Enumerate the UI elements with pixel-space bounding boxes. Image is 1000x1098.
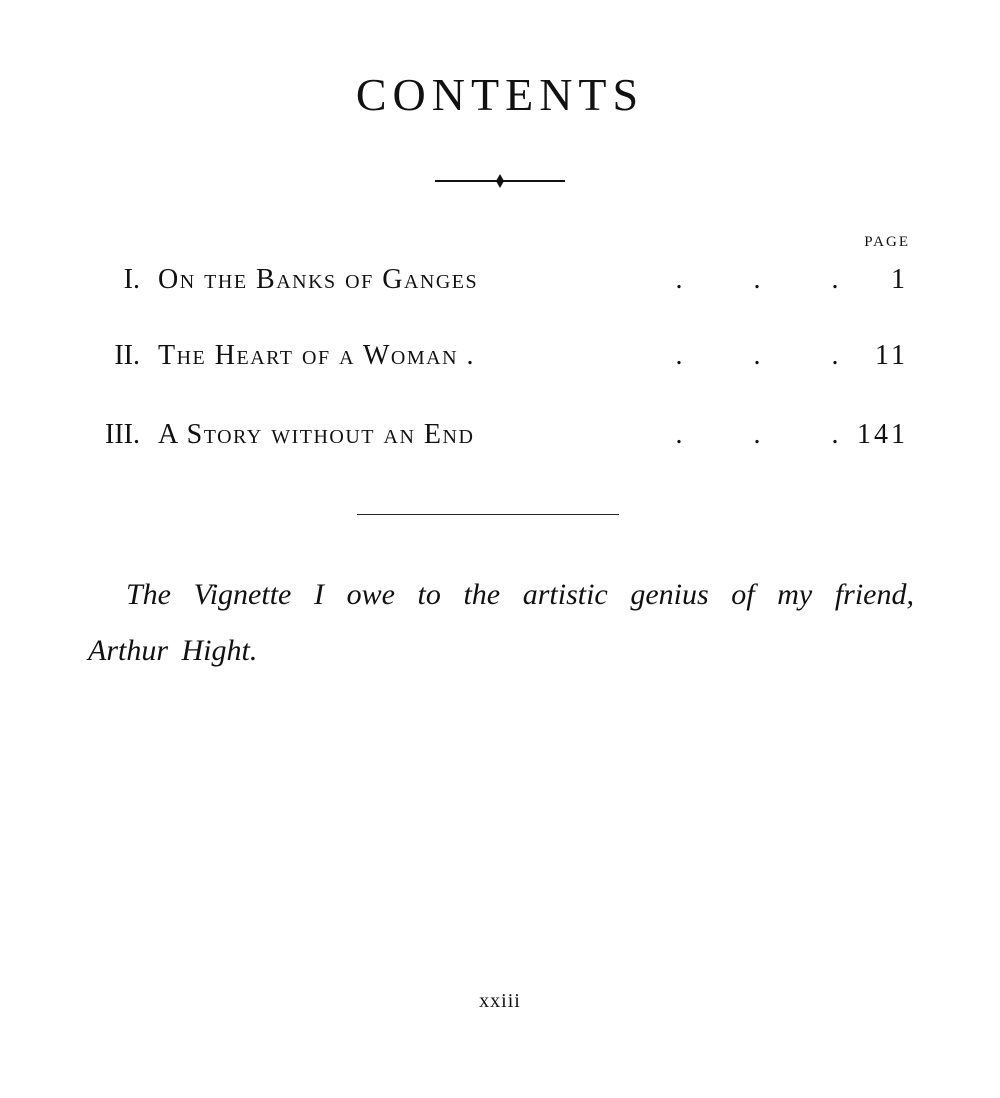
ornament-divider	[435, 172, 565, 190]
toc-leader-dots: . . .	[675, 340, 839, 371]
toc-entry-title: On the Banks of Ganges	[158, 264, 479, 295]
toc-entry	[0, 260, 1000, 300]
toc-entry-title: The Heart of a Woman .	[158, 340, 476, 371]
toc-leader-dots: . . .	[675, 264, 839, 295]
vignette-credit-note: The Vignette I owe to the artistic genius of my friend, Arthur Hight.	[88, 578, 914, 667]
toc-entry	[0, 336, 1000, 376]
toc-entry-number: I.	[123, 264, 140, 295]
toc-entry-page: 1	[891, 264, 908, 295]
toc-entry-page: 141	[857, 419, 908, 450]
toc-leader-dots: . . .	[675, 419, 839, 450]
page-column-heading: PAGE	[864, 234, 910, 250]
toc-entry-number: II.	[114, 340, 140, 371]
contents-title: CONTENTS	[355, 69, 645, 120]
toc-entry	[0, 415, 1000, 455]
toc-entry-page: 11	[875, 340, 908, 371]
toc-entry-title: A Story without an End	[158, 419, 475, 450]
page-number: xxiii	[479, 990, 521, 1012]
toc-entry-number: III.	[105, 419, 140, 450]
section-divider-rule	[357, 514, 619, 515]
